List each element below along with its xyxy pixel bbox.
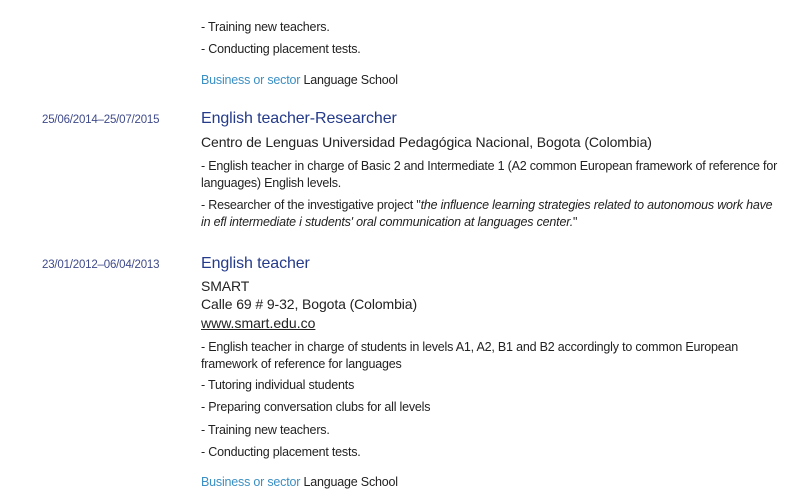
entry1-bullet-teaching: - English teacher in charge of Basic 2 and Intermediate 1 (A2 common European framework of reference for languages) English levels. [201, 159, 778, 190]
entry2-sector-label: Business or sector [201, 475, 301, 489]
entry2-sector [201, 474, 398, 491]
prev-bullet-training: - Training new teachers. [201, 20, 330, 34]
entry1-research-prefix: - Researcher of the investigative project " [201, 198, 421, 212]
entry2-sector-value: Language School [303, 475, 398, 489]
prev-sector-label: Business or sector [201, 73, 301, 87]
entry2-bullet-placement: - Conducting placement tests. [201, 445, 361, 459]
entry1-research-suffix: " [572, 215, 578, 229]
entry1-dates: 25/06/2014–25/07/2015 [42, 114, 160, 126]
entry1-research-title: the influence learning strategies related to autonomous work have in efl intermediate i students' oral communication at languages center. [201, 198, 773, 229]
entry2-org-name: SMART [201, 278, 250, 294]
entry2-website-link[interactable]: www.smart.edu.co [201, 315, 316, 331]
entry2-bullet-training: - Training new teachers. [201, 423, 330, 437]
entry2-bullet-clubs: - Preparing conversation clubs for all levels [201, 400, 431, 414]
prev-sector [201, 72, 398, 89]
entry1-bullet-research [201, 197, 781, 231]
entry2-title: English teacher [201, 255, 310, 272]
entry2-bullet-teaching: - English teacher in charge of students in levels A1, A2, B1 and B2 accordingly to common European framework of reference for languages [201, 340, 738, 371]
entry1-title: English teacher-Researcher [201, 110, 397, 127]
entry2-address: Calle 69 # 9-32, Bogota (Colombia) [201, 296, 418, 312]
entry2-bullet-tutoring: - Tutoring individual students [201, 378, 355, 392]
entry1-org: Centro de Lenguas Universidad Pedagógica Nacional, Bogota (Colombia) [201, 134, 652, 150]
prev-sector-value: Language School [303, 73, 398, 87]
prev-bullet-placement: - Conducting placement tests. [201, 42, 361, 56]
entry2-dates: 23/01/2012–06/04/2013 [42, 259, 160, 271]
